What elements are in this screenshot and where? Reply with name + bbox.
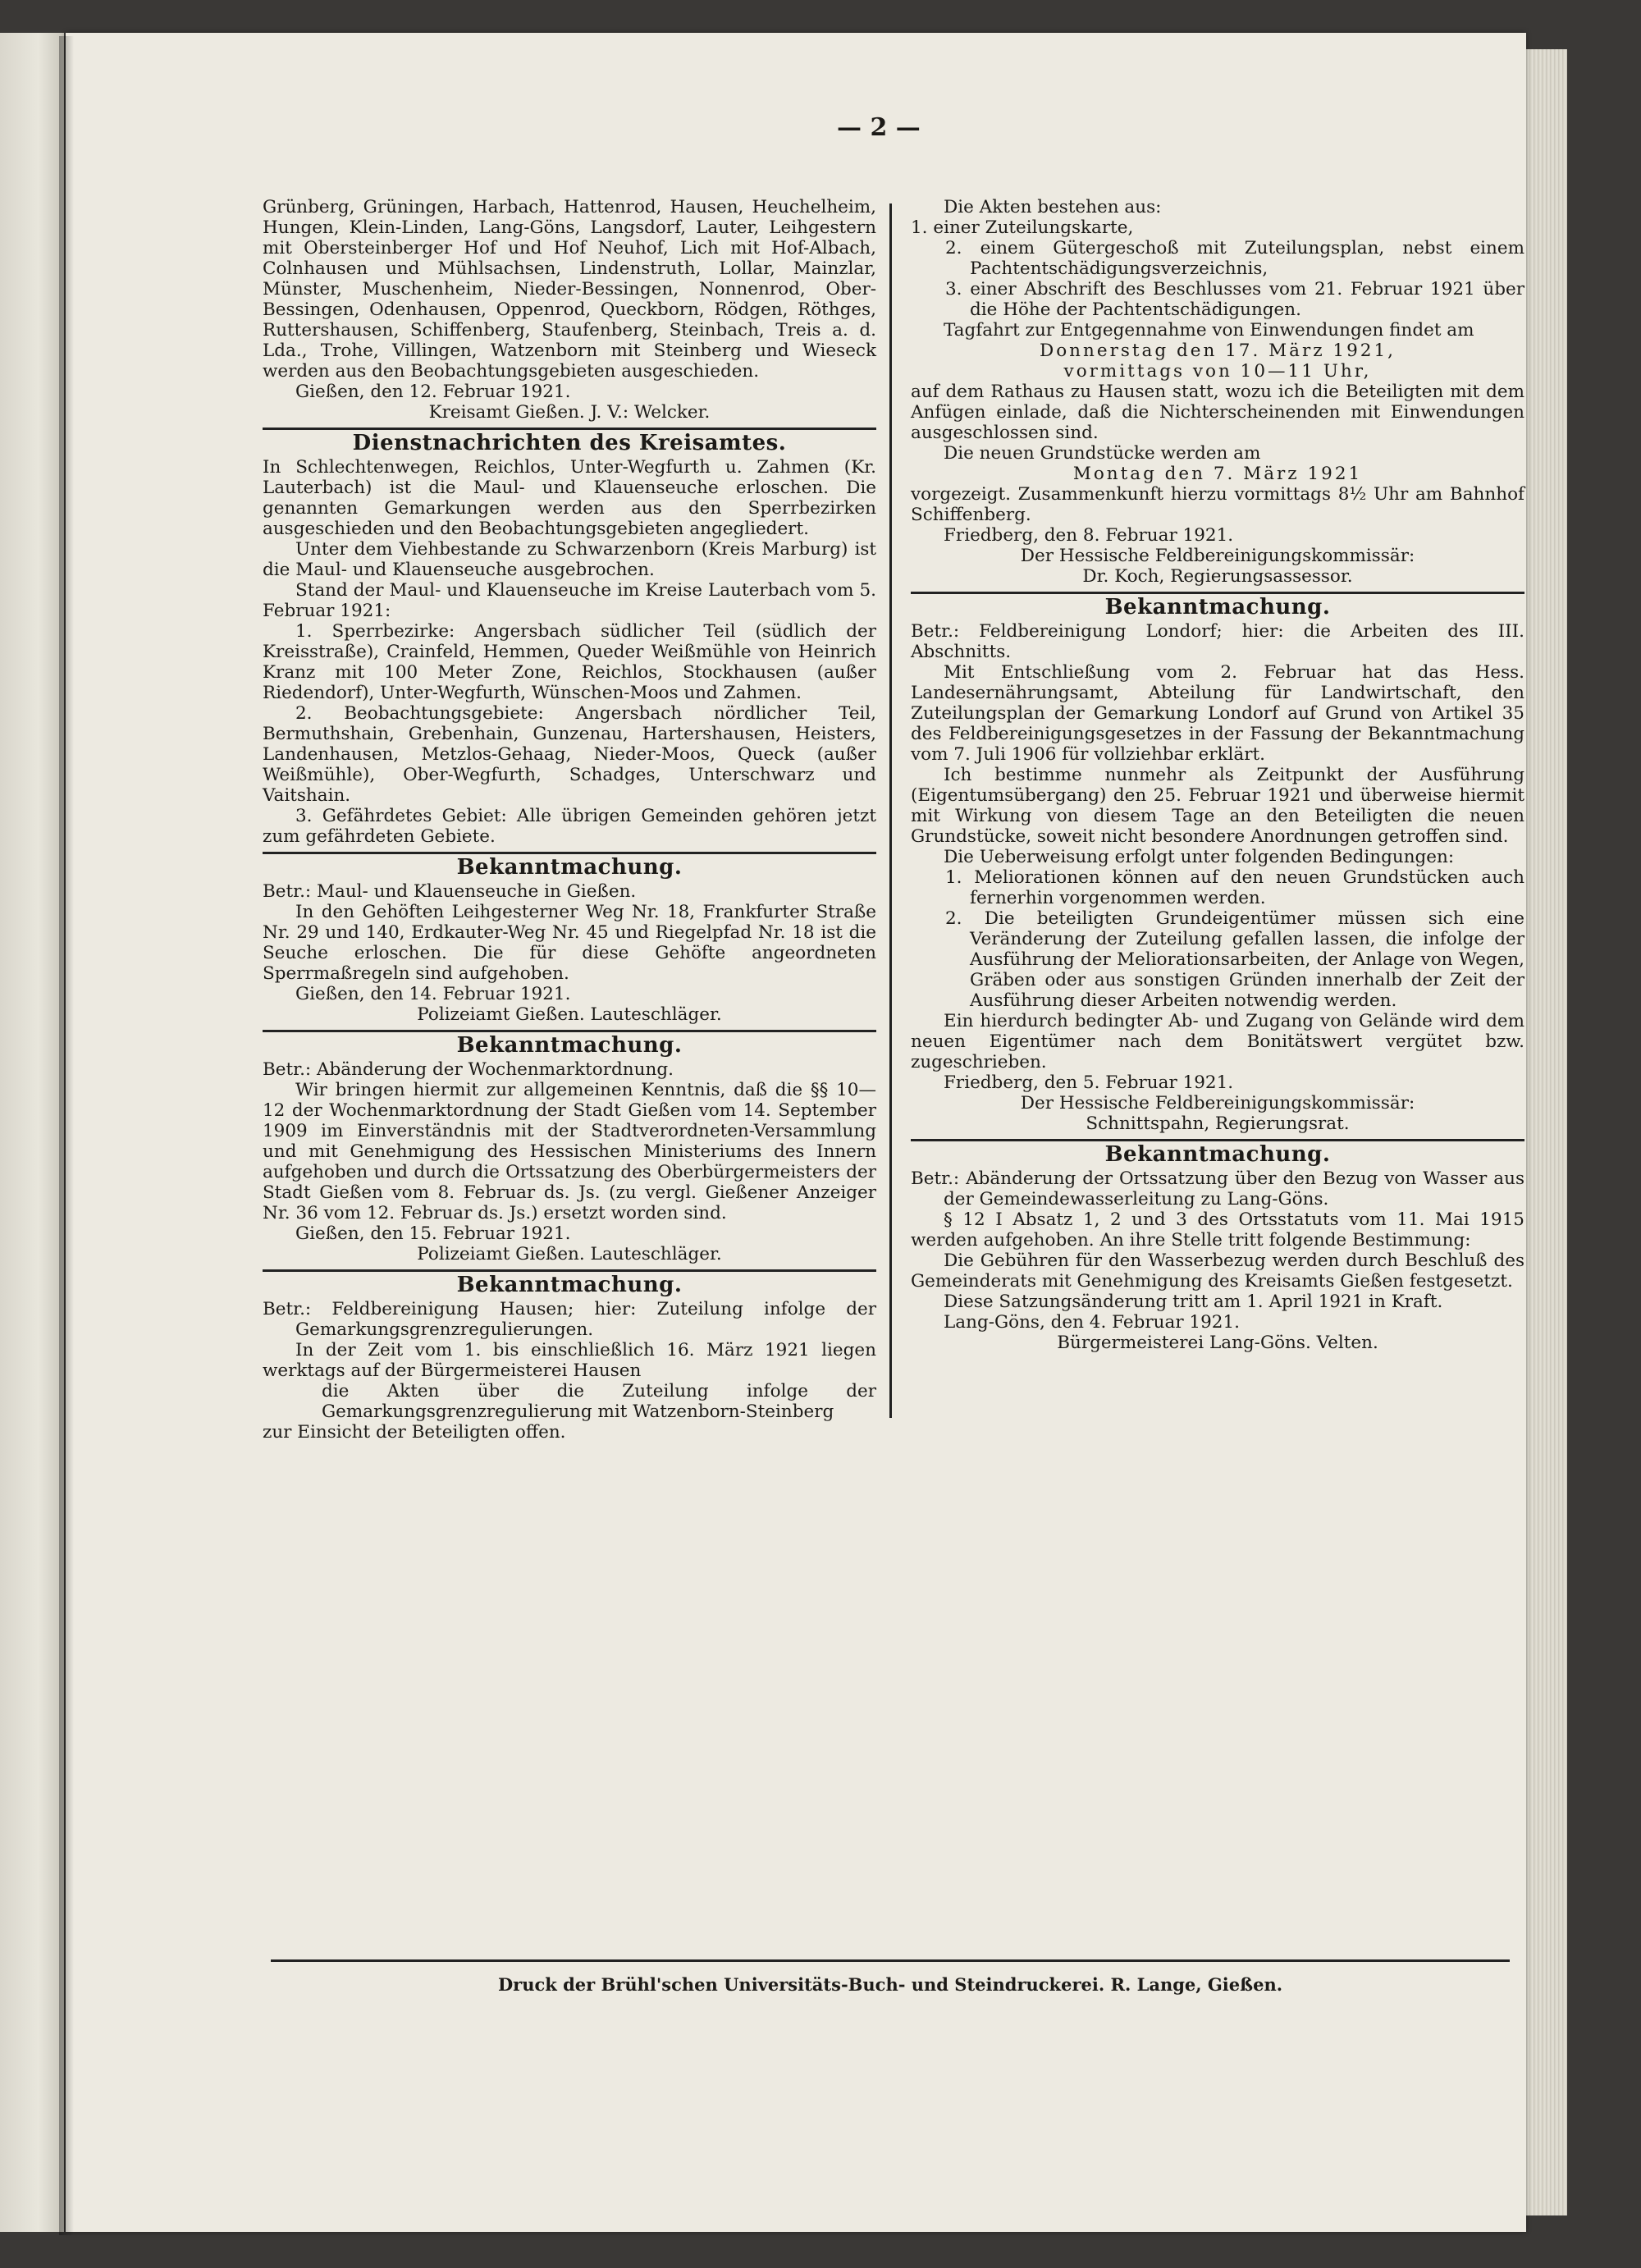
bek4-signature-name: Schnittspahn, Regierungsrat. xyxy=(1086,1113,1350,1134)
bek2-betr: Betr.: Abänderung der Wochenmarktordnung. xyxy=(263,1059,674,1080)
bek1-betr: Betr.: Maul- und Klauenseuche in Gießen. xyxy=(263,881,637,902)
dienst-paragraph-2: Unter dem Viehbestande zu Schwarzenborn (Kreis Marburg) ist die Maul- und Klauenseuche ausgebrochen. xyxy=(263,539,876,580)
akten-intro: Die Akten bestehen aus: xyxy=(944,197,1162,217)
akten-item-2: 2. einem Gütergeschoß mit Zuteilungsplan, nebst einem Pachtentschädigungsverzeichnis, xyxy=(945,238,1524,279)
bek2-signature: Polizeiamt Gießen. Lauteschläger. xyxy=(417,1244,722,1264)
binding-shadow xyxy=(59,36,74,2235)
dienst-item-2: 2. Beobachtungsgebiete: Angersbach nördlicher Teil, Bermuthshain, Grebenhain, Gunzenau, Hartershausen, Heisters, Landenhausen, Metzlos-Gehaag, Nieder-Moos, Queck (außer Weißmühle), Ober-Wegfurth, Schadges, Unterschwarz und Vaitshain. xyxy=(263,703,876,806)
bek4-paragraph-2: Ich bestimme nunmehr als Zeitpunkt der Ausführung (Eigentumsübergang) den 25. Februar 1921 und überweise hiermit mit Wirkung von diesem Tage an den Beteiligten die neuen Grundstücke, soweit nicht besondere Anordnungen getroffen sind. xyxy=(911,765,1524,847)
tagfahrt-body: auf dem Rathaus zu Hausen statt, wozu ich die Beteiligten mit dem Anfügen einlade, daß die Nichterscheinenden mit Einwendungen ausgeschlossen sind. xyxy=(911,382,1524,443)
dienst-heading: Dienstnachrichten des Kreisamtes. xyxy=(352,431,787,455)
dienst-item-1: 1. Sperrbezirke: Angersbach südlicher Teil (südlich der Kreisstraße), Crainfeld, Hemmen, Queder Weißmühle von Heinrich Kranz mit 100 Meter Zone, Reichlos, Stockhausen (außer Riedendorf), Unter-Wegfurth, Wünschen-Moos und Zahmen. xyxy=(263,621,876,703)
bek1-signature: Polizeiamt Gießen. Lauteschläger. xyxy=(417,1004,722,1025)
column-divider xyxy=(889,203,892,1418)
bek3-body-2: die Akten über die Zuteilung infolge der Gemarkungsgrenzregulierung mit Watzenborn-Steinberg xyxy=(322,1381,876,1422)
section-rule xyxy=(263,1269,876,1272)
dienst-item-3: 3. Gefährdetes Gebiet: Alle übrigen Gemeinden gehören jetzt zum gefährdeten Gebiete. xyxy=(263,806,876,847)
continuation-place-date: Gießen, den 12. Februar 1921. xyxy=(295,382,571,402)
footer-rule xyxy=(271,1959,1510,1962)
bek4-item-1: 1. Meliorationen können auf den neuen Grundstücken auch fernerhin vorgenommen werden. xyxy=(945,867,1524,908)
dienst-paragraph-3: Stand der Maul- und Klauenseuche im Kreise Lauterbach vom 5. Februar 1921: xyxy=(263,580,876,621)
dienst-paragraph-1: In Schlechtenwegen, Reichlos, Unter-Wegfurth u. Zahmen (Kr. Lauterbach) ist die Maul- und Klauenseuche erloschen. Die genannten Gemarkungen werden aus den Sperrbezirken ausgeschieden und den Beobachtungsgebieten angegliedert. xyxy=(263,457,876,539)
bek3-heading: Bekanntmachung. xyxy=(456,1273,683,1297)
bek4-heading: Bekanntmachung. xyxy=(1104,595,1331,620)
bek4-paragraph-1: Mit Entschließung vom 2. Februar hat das Hess. Landesernährungsamt, Abteilung für Landwirtschaft, den Zuteilungsplan der Gemarkung Londorf auf Grund von Artikel 35 des Feldbereinigungsgesetzes in der Fassung der Bekanntmachung vom 7. Juli 1906 für vollziehbar erklärt. xyxy=(911,662,1524,765)
vorzeigung-body: vorgezeigt. Zusammenkunft hierzu vormittags 8½ Uhr am Bahnhof Schiffenberg. xyxy=(911,484,1524,525)
bek5-paragraph-1: § 12 I Absatz 1, 2 und 3 des Ortsstatuts vom 11. Mai 1915 werden aufgehoben. An ihre Stelle tritt folgende Bestimmung: xyxy=(911,1209,1524,1251)
bek4-betr: Betr.: Feldbereinigung Londorf; hier: die Arbeiten des III. Abschnitts. xyxy=(911,621,1524,662)
page-number: — 2 — xyxy=(837,113,921,142)
cont-place-date: Friedberg, den 8. Februar 1921. xyxy=(944,525,1234,546)
bek3-body-3: zur Einsicht der Beteiligten offen. xyxy=(263,1422,566,1443)
bek4-place-date: Friedberg, den 5. Februar 1921. xyxy=(944,1072,1234,1093)
bek5-heading: Bekanntmachung. xyxy=(1104,1142,1331,1167)
bek5-place-date: Lang-Göns, den 4. Februar 1921. xyxy=(944,1312,1240,1333)
continuation-signature: Kreisamt Gießen. J. V.: Welcker. xyxy=(428,402,711,423)
neue-grundstuecke-line: Die neuen Grundstücke werden am xyxy=(944,443,1261,464)
bek3-body-1: In der Zeit vom 1. bis einschließlich 16. März 1921 liegen werktags auf der Bürgermeisterei Hausen xyxy=(263,1340,876,1381)
cont-signature-name: Dr. Koch, Regierungsassessor. xyxy=(1082,566,1353,587)
section-rule xyxy=(911,592,1524,594)
cont-signature-title: Der Hessische Feldbereinigungskommissär: xyxy=(1020,546,1415,566)
right-column xyxy=(911,197,1524,1353)
bek5-paragraph-2: Die Gebühren für den Wasserbezug werden durch Beschluß des Gemeinderats mit Genehmigung des Kreisamts Gießen festgesetzt. xyxy=(911,1251,1524,1292)
vorzeigung-date: Montag den 7. März 1921 xyxy=(1072,464,1363,484)
bek2-heading: Bekanntmachung. xyxy=(456,1033,683,1058)
bek4-item-2: 2. Die beteiligten Grundeigentümer müssen sich eine Veränderung der Zuteilung gefallen lassen, die infolge der Ausführung der Meliorationsarbeiten, der Anlage von Wegen, Gräben oder aus sonstigen Gründen innerhalb der Zeit der Ausführung dieser Arbeiten notwendig werden. xyxy=(945,908,1524,1011)
bek1-body: In den Gehöften Leihgesterner Weg Nr. 18, Frankfurter Straße Nr. 29 und 140, Erdkauter-Weg Nr. 45 und Riegelpfad Nr. 18 ist die Seuche erloschen. Die für diese Gehöfte angeordneten Sperrmaßregeln sind aufgehoben. xyxy=(263,902,876,984)
section-rule xyxy=(911,1139,1524,1141)
bek4-paragraph-3: Die Ueberweisung erfolgt unter folgenden Bedingungen: xyxy=(944,847,1455,867)
continuation-text: Grünberg, Grüningen, Harbach, Hattenrod, Hausen, Heuchelheim, Hungen, Klein-Linden, Lang-Göns, Langsdorf, Lauter, Leihgestern mit Obersteinberger Hof und Hof Neuhof, Lich mit Hof-Albach, Colnhausen und Mühlsachsen, Lindenstruth, Lollar, Mainzlar, Münster, Muschenheim, Nieder-Bessingen, Nonnenrod, Ober-Bessingen, Odenhausen, Oppenrod, Queckborn, Rödgen, Röthges, Ruttershausen, Schiffenberg, Staufenberg, Steinbach, Treis a. d. Lda., Trohe, Villingen, Watzenborn mit Steinberg und Wieseck werden aus den Beobachtungsgebieten ausgeschieden. xyxy=(263,197,876,382)
bek4-signature-title: Der Hessische Feldbereinigungskommissär: xyxy=(1020,1093,1415,1113)
bek1-heading: Bekanntmachung. xyxy=(456,855,683,880)
akten-item-3: 3. einer Abschrift des Beschlusses vom 21. Februar 1921 über die Höhe der Pachtentschädigungen. xyxy=(945,279,1524,320)
section-rule xyxy=(263,428,876,430)
tagfahrt-time: vormittags von 10—11 Uhr, xyxy=(1063,361,1372,382)
bek5-signature: Bürgermeisterei Lang-Göns. Velten. xyxy=(1057,1333,1378,1353)
left-page-edge xyxy=(0,33,64,2232)
bek5-paragraph-3: Diese Satzungsänderung tritt am 1. April 1921 in Kraft. xyxy=(944,1292,1443,1312)
newspaper-page xyxy=(66,33,1526,2232)
bek5-betr: Betr.: Abänderung der Ortssatzung über den Bezug von Wasser aus der Gemeindewasserleitung zu Lang-Göns. xyxy=(911,1168,1524,1209)
bek3-betr: Betr.: Feldbereinigung Hausen; hier: Zuteilung infolge der Gemarkungsgrenzregulierungen. xyxy=(263,1299,876,1340)
left-column xyxy=(263,197,876,1443)
bek2-body: Wir bringen hiermit zur allgemeinen Kenntnis, daß die §§ 10—12 der Wochenmarktordnung der Stadt Gießen vom 14. September 1909 im Einverständnis mit der Stadtverordneten-Versammlung und mit Genehmigung des Hessischen Ministeriums des Innern aufgehoben und durch die Ortssatzung des Oberbürgermeisters der Stadt Gießen vom 8. Februar ds. Js. (zu vergl. Gießener Anzeiger Nr. 36 vom 12. Februar ds. Js.) ersetzt worden sind. xyxy=(263,1080,876,1223)
bek2-place-date: Gießen, den 15. Februar 1921. xyxy=(295,1223,571,1244)
printer-imprint: Druck der Brühl'schen Universitäts-Buch- und Steindruckerei. R. Lange, Gießen. xyxy=(497,1974,1283,1995)
section-rule xyxy=(263,852,876,854)
section-rule xyxy=(263,1030,876,1032)
akten-item-1: 1. einer Zuteilungskarte, xyxy=(911,217,1134,238)
tagfahrt-date: Donnerstag den 17. März 1921, xyxy=(1040,341,1396,361)
bek1-place-date: Gießen, den 14. Februar 1921. xyxy=(295,984,571,1004)
tagfahrt-line: Tagfahrt zur Entgegennahme von Einwendungen findet am xyxy=(944,320,1474,341)
bek4-paragraph-4: Ein hierdurch bedingter Ab- und Zugang von Gelände wird dem neuen Eigentümer nach dem Bonitätswert vergütet bzw. zugeschrieben. xyxy=(911,1011,1524,1072)
